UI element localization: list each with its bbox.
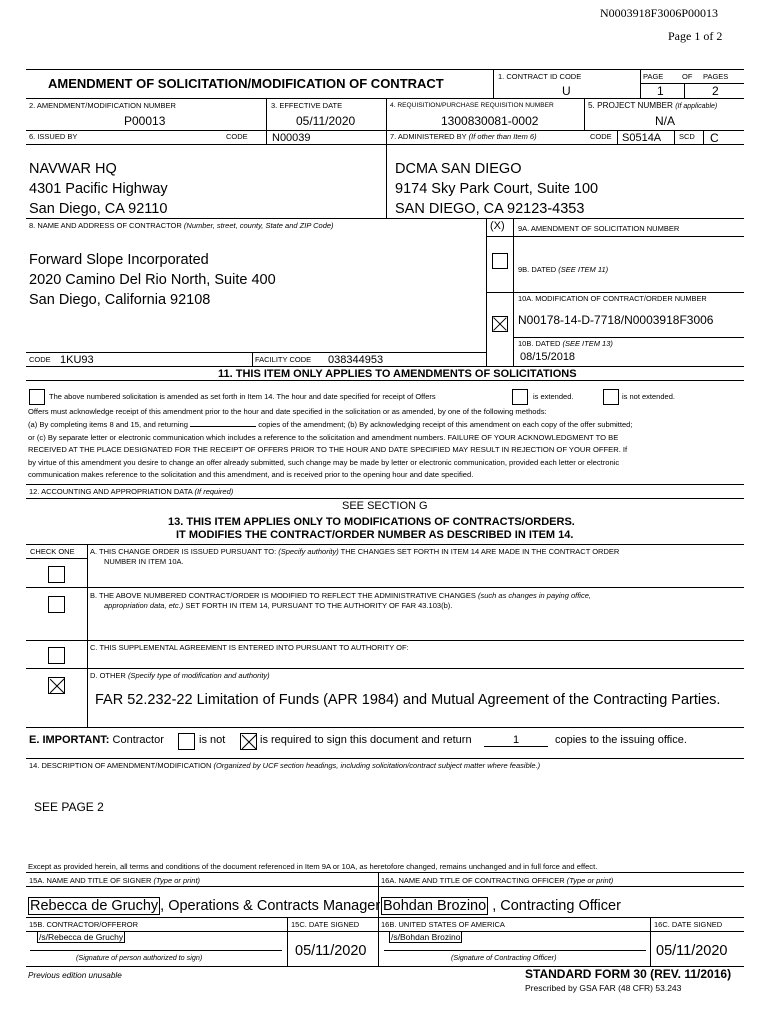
contractor-code-label: CODE bbox=[29, 355, 51, 364]
item13b-note: (such as changes in paying office, bbox=[478, 591, 591, 600]
contract-id-code-value: U bbox=[562, 84, 571, 98]
item13d-authority: FAR 52.232-22 Limitation of Funds (APR 1984) and Mutual Agreement of the Contracting Parties. bbox=[95, 692, 721, 708]
amendment-number: P00013 bbox=[124, 114, 166, 128]
item10b-label: 10B. DATED bbox=[518, 339, 561, 348]
issued-by-address bbox=[29, 159, 168, 219]
administered-by-line-2: 9174 Sky Park Court, Suite 100 bbox=[395, 181, 599, 197]
item16c-label: 16C. DATE SIGNED bbox=[654, 920, 723, 929]
document-id: N0003918F3006P00013 bbox=[600, 6, 719, 20]
page-label: PAGE bbox=[643, 72, 664, 81]
contract-id-code-label: 1. CONTRACT ID CODE bbox=[498, 72, 582, 81]
is-not-label: is not bbox=[199, 734, 226, 746]
officer-date-signed: 05/11/2020 bbox=[656, 943, 728, 959]
item15a-label-note: (Type or print) bbox=[153, 876, 201, 885]
item10a-label: 10A. MODIFICATION OF CONTRACT/ORDER NUMBER bbox=[518, 294, 707, 303]
x-column-header: (X) bbox=[490, 220, 505, 232]
item13b-note2: appropriation data, etc.) bbox=[104, 601, 184, 610]
item13-title1: 13. THIS ITEM APPLIES ONLY TO MODIFICATIONS OF CONTRACTS/ORDERS. bbox=[168, 516, 575, 528]
copies-blank[interactable] bbox=[190, 418, 256, 427]
pages-total: 2 bbox=[712, 84, 719, 98]
is-required-checkbox-checked[interactable] bbox=[240, 733, 257, 750]
officer-name-title bbox=[381, 898, 621, 914]
contractor-address bbox=[29, 250, 276, 310]
scd-value: C bbox=[710, 131, 719, 145]
issued-by-code: N00039 bbox=[272, 132, 311, 144]
accounting-data: SEE SECTION G bbox=[342, 500, 428, 512]
item13-title2: IT MODIFIES THE CONTRACT/ORDER NUMBER AS DESCRIBED IN ITEM 14. bbox=[176, 529, 574, 541]
is-not-extended-label: is not extended. bbox=[622, 392, 675, 401]
form-number: STANDARD FORM 30 (REV. 11/2016) bbox=[525, 967, 732, 981]
item13c-text: C. THIS SUPPLEMENTAL AGREEMENT IS ENTERED INTO PURSUANT TO AUTHORITY OF: bbox=[90, 643, 409, 652]
important-contractor: Contractor bbox=[112, 734, 164, 746]
item11-title: 11. THIS ITEM ONLY APPLIES TO AMENDMENTS OF SOLICITATIONS bbox=[218, 368, 577, 380]
except-text: Except as provided herein, all terms and conditions of the document referenced in Item 9A or 10A, as heretofore changed, remains unchanged and in full force and effect. bbox=[28, 862, 598, 871]
officer-title: , Contracting Officer bbox=[492, 898, 621, 914]
item11-p2b: copies of the amendment; (b) By acknowledging receipt of this amendment on each copy of the offer submitted; bbox=[258, 420, 633, 430]
item13a-note: (Specify authority) bbox=[278, 547, 339, 556]
item8-label: 8. NAME AND ADDRESS OF CONTRACTOR bbox=[29, 221, 182, 230]
issued-by-line-2: 4301 Pacific Highway bbox=[29, 181, 168, 197]
requisition-number: 1300830081-0002 bbox=[441, 114, 539, 128]
contractor-line-3: San Diego, California 92108 bbox=[29, 292, 211, 308]
item10b-date: 08/15/2018 bbox=[520, 351, 576, 363]
item11-p1: Offers must acknowledge receipt of this amendment prior to the hour and date specified in the solicitation or as amended, by one of the following methods: bbox=[28, 407, 547, 416]
item12-label-note: (If required) bbox=[194, 487, 234, 496]
item10b-label-note: (SEE ITEM 13) bbox=[562, 339, 613, 348]
page-value: 1 bbox=[657, 84, 664, 98]
item13b-text2: SET FORTH IN ITEM 14, PURSUANT TO THE AUTHORITY OF FAR 43.103(b). bbox=[185, 601, 453, 610]
item13a-text3: NUMBER IN ITEM 10A. bbox=[104, 557, 184, 566]
contractor-signature-caption: (Signature of person authorized to sign) bbox=[76, 953, 203, 962]
prescribed-by: Prescribed by GSA FAR (48 CFR) 53.243 bbox=[525, 983, 682, 993]
item11-line1: The above numbered solicitation is amended as set forth in Item 14. The hour and date specified for receipt of Offers bbox=[49, 392, 436, 401]
item3-label: 3. EFFECTIVE DATE bbox=[271, 101, 343, 110]
important-label: E. IMPORTANT: bbox=[29, 734, 110, 746]
item16b-label: 16B. UNITED STATES OF AMERICA bbox=[381, 920, 505, 929]
contractor-code: 1KU93 bbox=[60, 354, 94, 366]
item13a-text2: THE CHANGES SET FORTH IN ITEM 14 ARE MADE IN THE CONTRACT ORDER bbox=[340, 547, 620, 556]
item7-code-label: CODE bbox=[590, 132, 612, 141]
officer-name: Bohdan Brozino bbox=[383, 898, 487, 914]
contractor-signature bbox=[37, 932, 125, 942]
contractor-line-2: 2020 Camino Del Rio North, Suite 400 bbox=[29, 272, 276, 288]
item6-label: 6. ISSUED BY bbox=[29, 132, 78, 141]
item7-label: 7. ADMINISTERED BY bbox=[390, 132, 467, 141]
is-required-label: is required to sign this document and return bbox=[260, 734, 472, 746]
copies-tail: copies to the issuing office. bbox=[555, 734, 687, 746]
issued-by-line-1: NAVWAR HQ bbox=[29, 161, 117, 177]
item15c-label: 15C. DATE SIGNED bbox=[291, 920, 360, 929]
item11-text bbox=[28, 406, 744, 481]
check-one-label: CHECK ONE bbox=[30, 547, 75, 556]
is-not-checkbox[interactable] bbox=[178, 733, 195, 750]
contractor-date-signed: 05/11/2020 bbox=[295, 943, 367, 959]
administered-by-line-1: DCMA SAN DIEGO bbox=[395, 161, 522, 177]
copies-count[interactable]: 1 bbox=[484, 734, 548, 747]
item11-p6: communication makes reference to the solicitation and this amendment, and is received prior to the opening hour and date specified. bbox=[28, 470, 474, 480]
item9b-label: 9B. DATED bbox=[518, 265, 557, 274]
facility-code-label: FACILITY CODE bbox=[255, 355, 312, 364]
item11-p5: by virtue of this amendment you desire to change an offer already submitted, such change may be made by letter or electronic communication, provided each letter or electronic bbox=[28, 457, 620, 467]
pages-label: PAGES bbox=[703, 72, 729, 81]
project-number: N/A bbox=[655, 114, 676, 128]
item10-checkbox-checked[interactable] bbox=[492, 316, 508, 332]
item15b-label: 15B. CONTRACTOR/OFFEROR bbox=[29, 920, 139, 929]
item11-amended-checkbox[interactable] bbox=[29, 389, 45, 405]
item5-label-note: (If applicable) bbox=[675, 103, 718, 110]
contractor-line-1: Forward Slope Incorporated bbox=[29, 252, 209, 268]
item6-code-label: CODE bbox=[226, 132, 248, 141]
item16a-label-note: (Type or print) bbox=[566, 876, 614, 885]
contractor-signature-text: /s/Rebecca de Gruchy bbox=[39, 932, 124, 942]
item15a-label: 15A. NAME AND TITLE OF SIGNER bbox=[29, 876, 152, 885]
signer-title: , Operations & Contracts Manager bbox=[160, 898, 381, 914]
signer-name: Rebecca de Gruchy bbox=[30, 898, 159, 914]
important-row bbox=[29, 734, 164, 746]
item13d-text: D. OTHER bbox=[90, 671, 126, 680]
effective-date: 05/11/2020 bbox=[296, 114, 356, 128]
of-label: OF bbox=[682, 72, 693, 81]
page-indicator: Page 1 of 2 bbox=[668, 29, 723, 43]
officer-signature-caption: (Signature of Contracting Officer) bbox=[451, 953, 557, 962]
officer-signature-text: /s/Bohdan Brozino bbox=[391, 932, 461, 942]
item13d-note: (Specify type of modification and authority) bbox=[127, 671, 270, 680]
facility-code: 038344953 bbox=[328, 354, 384, 366]
item14-description: SEE PAGE 2 bbox=[34, 800, 104, 814]
item5-label: 5. PROJECT NUMBER bbox=[588, 101, 673, 110]
item14-label: 14. DESCRIPTION OF AMENDMENT/MODIFICATION bbox=[29, 761, 212, 770]
previous-edition-note: Previous edition unusable bbox=[28, 971, 122, 980]
item9a-label: 9A. AMENDMENT OF SOLICITATION NUMBER bbox=[518, 224, 680, 233]
item13b-text1: B. THE ABOVE NUMBERED CONTRACT/ORDER IS MODIFIED TO REFLECT THE ADMINISTRATIVE CHANGES bbox=[90, 591, 476, 600]
item2-label: 2. AMENDMENT/MODIFICATION NUMBER bbox=[29, 101, 176, 110]
item13c-checkbox[interactable] bbox=[48, 647, 65, 664]
is-extended-label: is extended. bbox=[533, 392, 574, 401]
item13a-text1: A. THIS CHANGE ORDER IS ISSUED PURSUANT TO: bbox=[90, 547, 277, 556]
officer-signature bbox=[389, 932, 462, 942]
is-extended-checkbox[interactable] bbox=[512, 389, 528, 405]
item11-p4: RECEIVED AT THE PLACE DESIGNATED FOR THE RECEIPT OF OFFERS PRIOR TO THE HOUR AND DATE SPECIFIED MAY RESULT IN REJECTION OF YOUR OFFER. If bbox=[28, 445, 628, 455]
administered-by-address bbox=[395, 159, 598, 219]
scd-label: SCD bbox=[679, 132, 695, 141]
item9b-label-note: (SEE ITEM 11) bbox=[558, 265, 609, 274]
item4-label: 4. REQUISITION/PURCHASE REQUISITION NUMBER bbox=[390, 102, 554, 109]
modification-contract-number: N00178-14-D-7718/N0003918F3006 bbox=[518, 313, 714, 327]
item13a-checkbox[interactable] bbox=[48, 566, 65, 583]
item11-p2a: (a) By completing items 8 and 15, and returning bbox=[28, 420, 188, 430]
item16a-label: 16A. NAME AND TITLE OF CONTRACTING OFFICER bbox=[381, 876, 565, 885]
item13b-checkbox[interactable] bbox=[48, 596, 65, 613]
item14-label-note: (Organized by UCF section headings, including solicitation/contract subject matter where feasible.) bbox=[213, 761, 541, 770]
item7-label-note: (If other than Item 6) bbox=[468, 132, 537, 141]
administered-by-code: S0514A bbox=[622, 132, 662, 144]
is-not-extended-checkbox[interactable] bbox=[603, 389, 619, 405]
item12-label: 12. ACCOUNTING AND APPROPRIATION DATA bbox=[29, 487, 193, 496]
administered-by-line-3: SAN DIEGO, CA 92123-4353 bbox=[395, 201, 585, 217]
item11-p3: or (c) By separate letter or electronic communication which includes a reference to the solicitation and amendment numbers. FAILURE OF YOUR ACKNOWLEDGMENT TO BE bbox=[28, 432, 619, 442]
item13d-checkbox-checked[interactable] bbox=[48, 677, 65, 694]
issued-by-line-3: San Diego, CA 92110 bbox=[29, 201, 168, 217]
item8-label-note: (Number, street, county, State and ZIP Code) bbox=[183, 221, 334, 230]
signer-name-title bbox=[28, 898, 380, 914]
item9-checkbox[interactable] bbox=[492, 253, 508, 269]
form-title: AMENDMENT OF SOLICITATION/MODIFICATION OF CONTRACT bbox=[48, 76, 444, 91]
